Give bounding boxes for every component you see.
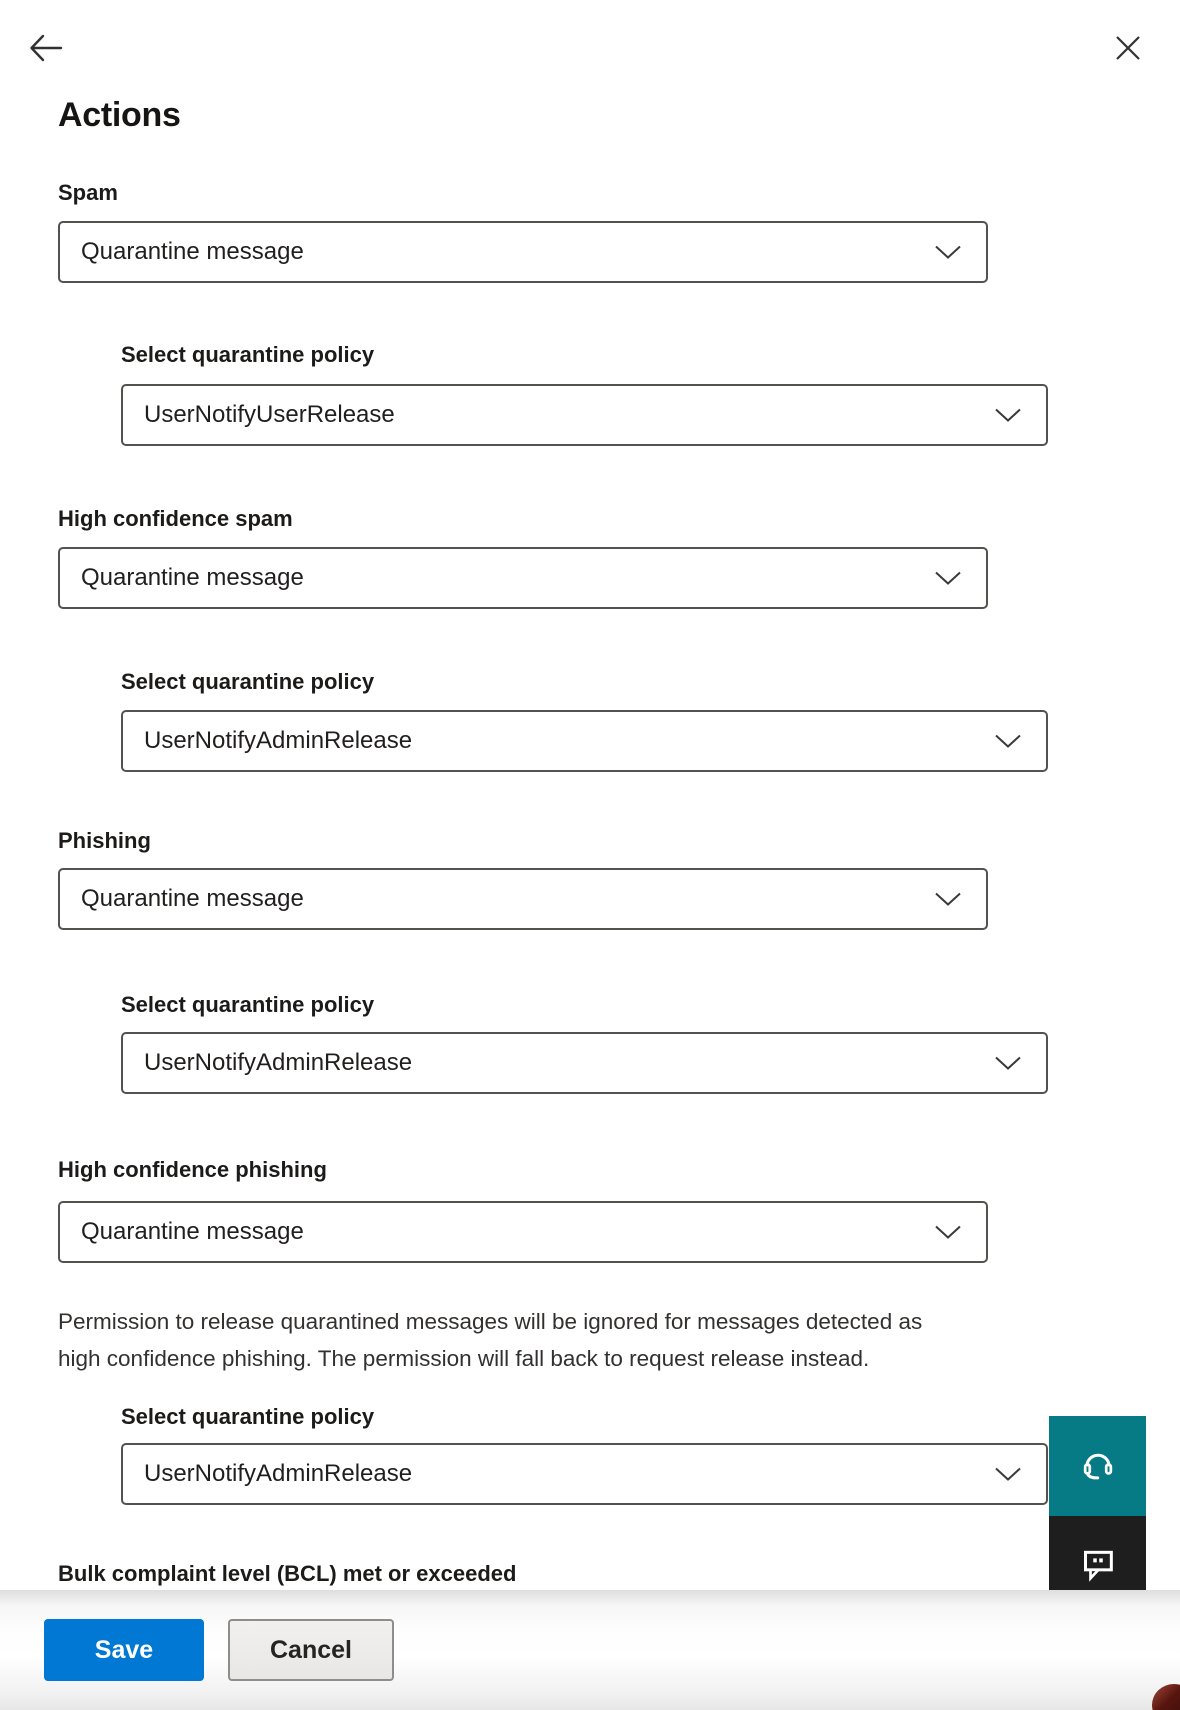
phishing-action-dropdown[interactable] <box>58 868 988 930</box>
high-confidence-phishing-label: High confidence phishing <box>58 1157 327 1182</box>
chevron-down-icon <box>934 892 962 907</box>
phishing-label: Phishing <box>58 828 151 853</box>
spam-action-value: Quarantine message <box>81 238 304 265</box>
high-confidence-spam-action-dropdown[interactable] <box>58 547 988 609</box>
hcp-quarantine-policy-value: UserNotifyAdminRelease <box>144 1460 413 1487</box>
spam-label: Spam <box>58 180 118 205</box>
chevron-down-icon <box>994 408 1022 423</box>
spam-quarantine-policy-value: UserNotifyUserRelease <box>144 401 395 428</box>
chevron-down-icon <box>934 571 962 586</box>
chevron-down-icon <box>994 1056 1022 1071</box>
hcs-quarantine-policy-dropdown[interactable] <box>121 710 1048 772</box>
high-confidence-phishing-action-dropdown[interactable] <box>58 1201 988 1263</box>
phishing-quarantine-policy-label: Select quarantine policy <box>121 992 375 1017</box>
save-button[interactable]: Save <box>44 1619 204 1681</box>
phishing-quarantine-policy-dropdown[interactable] <box>121 1032 1048 1094</box>
phishing-action-value: Quarantine message <box>81 885 304 912</box>
spam-action-dropdown[interactable] <box>58 221 988 283</box>
phishing-quarantine-policy-value: UserNotifyAdminRelease <box>144 1049 413 1076</box>
note-line: Permission to release quarantined messages will be ignored for messages detected as <box>58 1309 923 1334</box>
back-arrow-icon <box>27 31 65 65</box>
page-title: Actions <box>58 96 181 134</box>
note-line: high confidence phishing. The permission will fall back to request release instead. <box>58 1346 870 1371</box>
back-button[interactable] <box>24 26 68 70</box>
high-confidence-spam-label: High confidence spam <box>58 506 293 531</box>
hcs-quarantine-policy-label: Select quarantine policy <box>121 669 375 694</box>
chevron-down-icon <box>994 1467 1022 1482</box>
bulk-complaint-level-label: Bulk complaint level (BCL) met or exceeded <box>58 1561 517 1586</box>
chevron-down-icon <box>934 1225 962 1240</box>
high-confidence-phishing-action-value: Quarantine message <box>81 1218 304 1245</box>
close-button[interactable] <box>1106 26 1150 70</box>
spam-quarantine-policy-label: Select quarantine policy <box>121 342 375 367</box>
high-confidence-phishing-note <box>58 1303 922 1377</box>
feedback-chat-icon <box>1078 1544 1118 1584</box>
close-icon <box>1114 34 1142 62</box>
help-button[interactable] <box>1049 1416 1146 1516</box>
high-confidence-spam-action-value: Quarantine message <box>81 564 304 591</box>
chevron-down-icon <box>994 734 1022 749</box>
spam-quarantine-policy-dropdown[interactable] <box>121 384 1048 446</box>
hcp-quarantine-policy-label: Select quarantine policy <box>121 1404 375 1429</box>
chevron-down-icon <box>934 245 962 260</box>
headset-icon <box>1079 1447 1117 1485</box>
panel-footer <box>0 1590 1180 1710</box>
hcs-quarantine-policy-value: UserNotifyAdminRelease <box>144 727 413 754</box>
hcp-quarantine-policy-dropdown[interactable] <box>121 1443 1048 1505</box>
cancel-button[interactable]: Cancel <box>228 1619 394 1681</box>
